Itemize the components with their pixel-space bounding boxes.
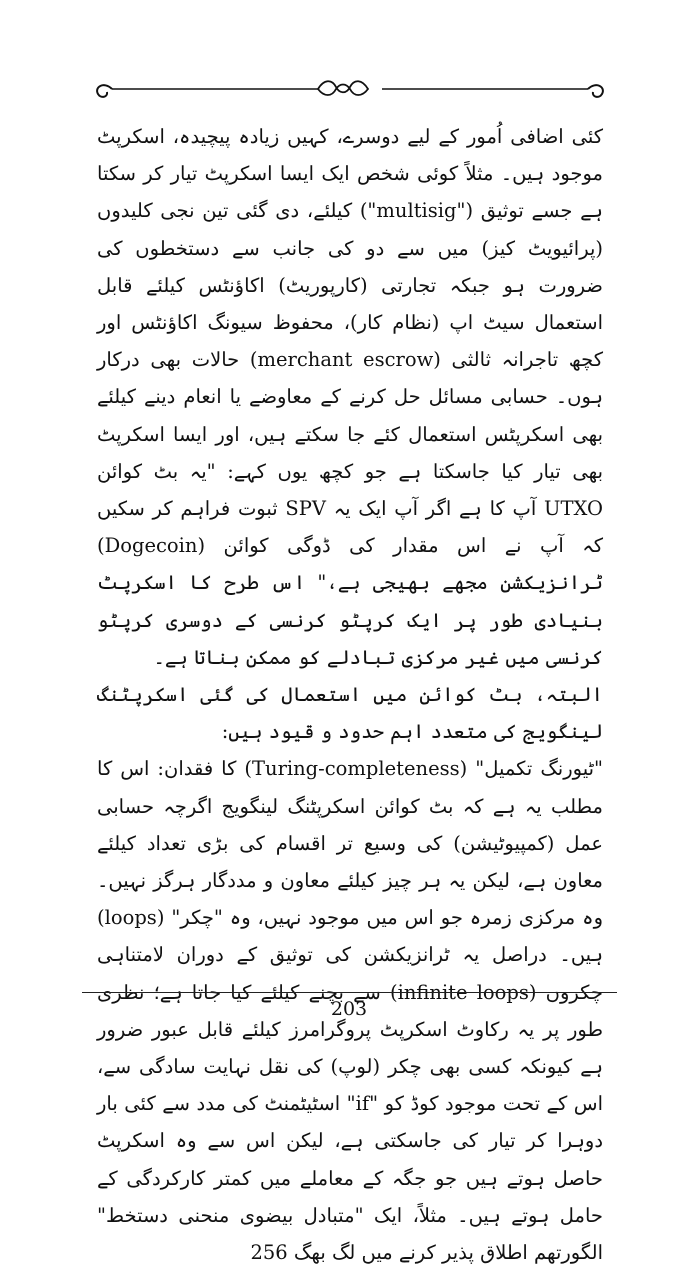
paragraph: البتہ، بٹ کوائن میں استعمال کی گئی اسکرپٹنگ لینگویج کی متعدد اہم حدود و قیود ہیں: [97, 683, 603, 744]
paragraph: کئی اضافی اُمور کے لیے دوسرے، کہیں زیادہ پیچیدہ، اسکرپٹ موجود ہیں۔ مثلاً کوئی شخص ایک ایسا اسکرپٹ تیار کر سکتا ہے جسے توثیق ("multisig") کیلئے، دی گئی تین نجی کلیدوں (پرائیویٹ کیز) میں سے دو کی جانب سے دستخطوں کی ضرورت ہو جبکہ تجارتی (کارپوریٹ) اکاؤنٹس کیلئے قابل استعمال سیٹ اپ (نظام کار)، محفوظ سیونگ اکاؤنٹس اور کچھ تاجرانہ ثالثی (merchant escrow) حالات بھی درکار ہوں۔ حسابی مسائل حل کرنے کے معاوضے یا انعام دینے کیلئے بھی اسکرپٹس استعمال کئے جا سکتے ہیں، اور ایسا اسکرپٹ بھی تیار کیا جاسکتا ہے جو کچھ یوں کہے: "یہ بٹ کوائن UTXO آپ کا ہے اگر آپ ایک یہ SPV ثبوت فراہم کر سکیں کہ آپ نے اس مقدار کی ڈوگی کوائن (Dogecoin) ٹرانزیکشن مجھے بھیجی ہے،" اس طرح کا اسکرپٹ بنیادی طور پر ایک کرپٹو کرنسی کے دوسری کرپٹو کرنسی میں غیر مرکزی تبادلے کو ممکن بناتا ہے۔ [97, 125, 603, 669]
footer-divider [82, 992, 617, 993]
main-text [97, 118, 603, 1271]
scroll-divider-icon [90, 74, 610, 104]
page-number: 203 [330, 998, 368, 1020]
paragraph: "ٹیورنگ تکمیل" (Turing-completeness) کا فقدان: اس کا مطلب یہ ہے کہ بٹ کوائن اسکرپٹنگ لینگویج اگرچہ حسابی عمل (کمپیوٹیشن) کی وسیع تر اقسام کی بڑی تعداد کیلئے معاون ہے، لیکن یہ ہر چیز کیلئے معاون و مددگار ہرگز نہیں۔ وہ مرکزی زمرہ جو اس میں موجود نہیں، وہ "چکر" (loops) ہیں۔ دراصل یہ ٹرانزیکشن کی توثیق کے دوران لامتناہی چکروں (infinite loops) سے بچنے کیلئے کیا جاتا ہے؛ نظری طور پر یہ رکاوٹ اسکرپٹ پروگرامرز کیلئے قابل عبور ضرور ہے کیونکہ کسی بھی چکر (لوپ) کی نقل نہایت سادگی سے، اس کے تحت موجود کوڈ کو "if" اسٹیٹمنٹ کی مدد سے کئی بار دوہرا کر تیار کی جاسکتی ہے، لیکن اس سے وہ اسکرپٹ حاصل ہوتے ہیں جو جگہ کے معاملے میں کمتر کارکردگی کے حامل ہوتے ہیں۔ مثلاً، ایک "متبادل بیضوی منحنی دستخط" الگورتھم اطلاق پذیر کرنے میں لگ بھگ 256 [97, 757, 604, 1265]
